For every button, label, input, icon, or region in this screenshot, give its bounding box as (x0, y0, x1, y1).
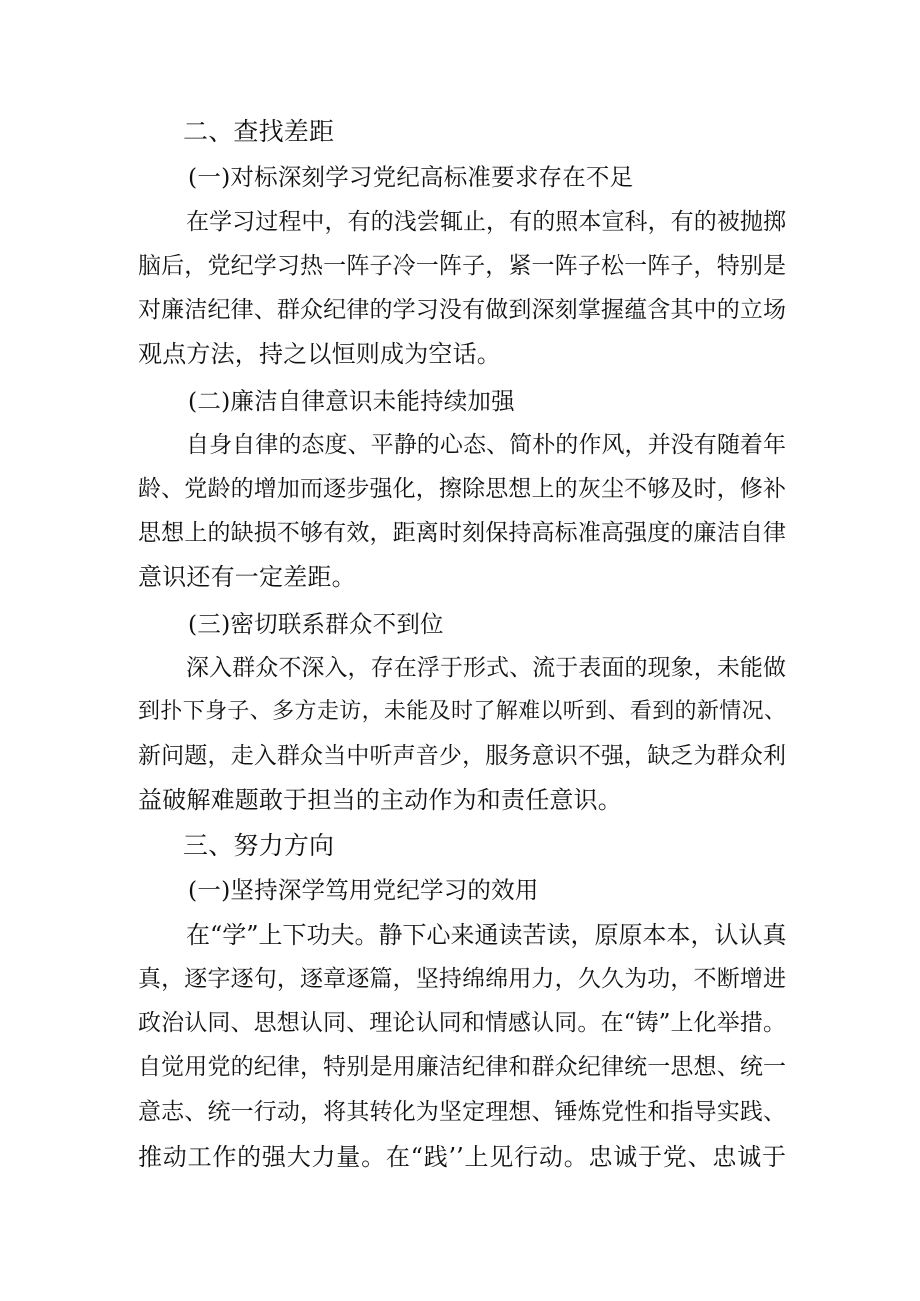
paragraph-line: 意志、统一行动，将其转化为坚定理想、锤炼党性和指导实践、 (138, 1099, 786, 1125)
paragraph-line: 对廉洁纪律、群众纪律的学习没有做到深刻掌握蕴含其中的立场 (138, 297, 786, 323)
paragraph-line: 龄、党龄的增加而逐步强化，擦除思想上的灰尘不够及时，修补 (138, 476, 786, 502)
subheading: (二)廉洁自律意识未能持续加强 (188, 387, 515, 415)
paragraph-line: 真，逐字逐句，逐章逐篇，坚持绵绵用力，久久为功，不断增进 (138, 966, 786, 992)
paragraph-line: 在学习过程中，有的浅尝辄止，有的照本宣科，有的被抛掷 (186, 209, 786, 235)
subheading: (一)对标深刻学习党纪高标准要求存在不足 (188, 163, 634, 191)
paragraph-line: 在“学”上下功夫。静下心来通读苦读，原原本本，认认真 (186, 921, 787, 949)
paragraph-line: 思想上的缺损不够有效，距离时刻保持高标准高强度的廉洁自律 (138, 520, 786, 546)
paragraph-line: 意识还有一定差距。 (138, 563, 356, 591)
paragraph-line: 脑后，党纪学习热一阵子冷一阵子，紧一阵子松一阵子，特别是 (138, 253, 786, 279)
subheading: (三)密切联系群众不到位 (188, 610, 444, 638)
paragraph-line: 益破解难题敢于担当的主动作为和责任意识。 (138, 786, 622, 814)
paragraph-line: 观点方法，持之以恒则成为空话。 (138, 340, 501, 368)
paragraph-line: 自觉用党的纪律，特别是用廉洁纪律和群众纪律统一思想、统一 (138, 1054, 786, 1080)
section-heading: 三、努力方向 (183, 831, 335, 860)
subheading: (一)坚持深学笃用党纪学习的效用 (188, 876, 539, 904)
paragraph-line: 自身自律的态度、平静的心态、简朴的作风，并没有随着年 (186, 432, 786, 458)
paragraph-line: 推动工作的强大力量。在“践’’上见行动。忠诚于党、忠诚于 (138, 1143, 786, 1171)
paragraph-line: 新问题，走入群众当中听声音少，服务意识不强，缺乏为群众利 (138, 743, 786, 769)
paragraph-line: 深入群众不深入，存在浮于形式、流于表面的现象，未能做 (186, 655, 786, 681)
paragraph-line: 政治认同、思想认同、理论认同和情感认同。在“铸”上化举措。 (138, 1010, 786, 1036)
section-heading: 二、查找差距 (183, 117, 335, 146)
paragraph-line: 到扑下身子、多方走访，未能及时了解难以听到、看到的新情况、 (138, 699, 786, 724)
